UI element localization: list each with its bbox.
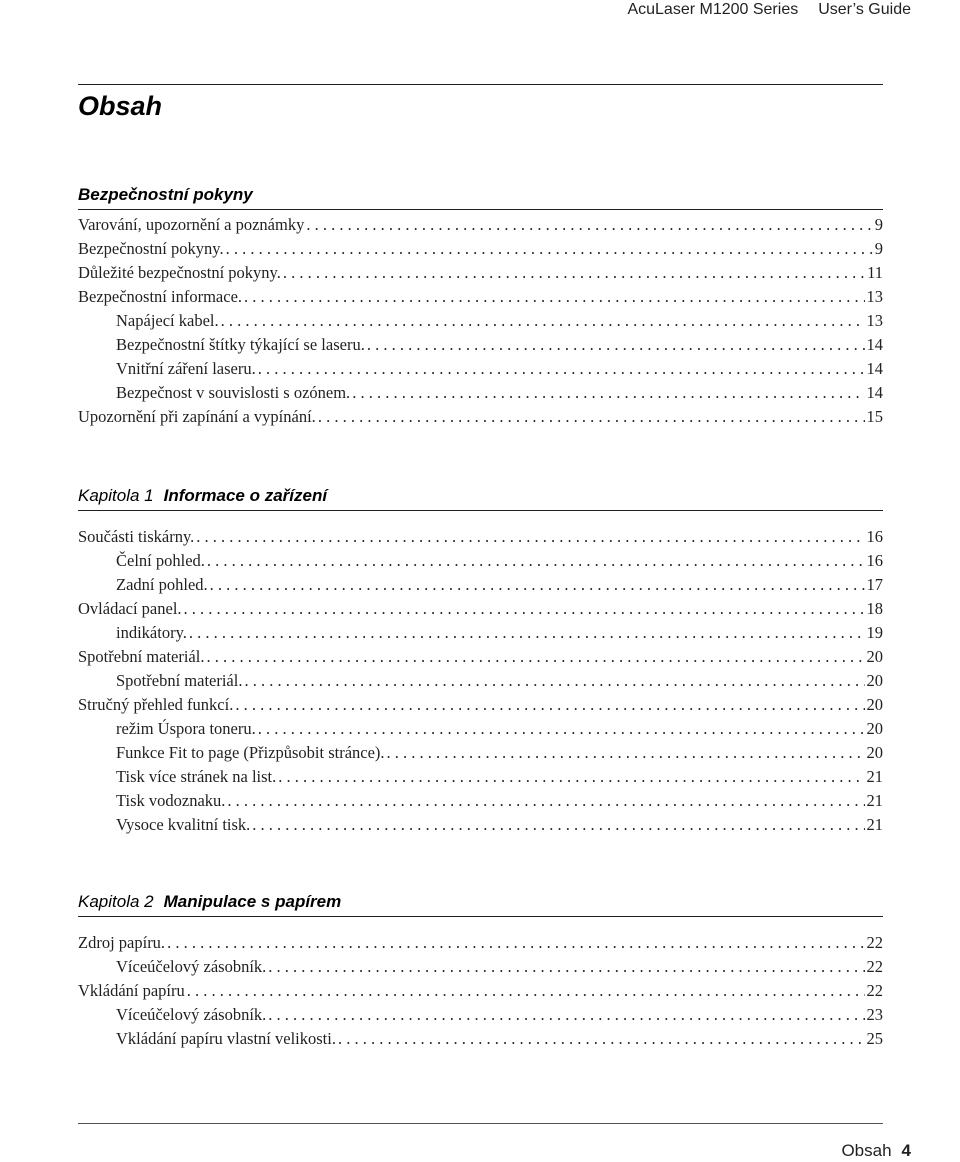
toc-entry-page: 21 <box>866 815 883 834</box>
toc-entry[interactable] <box>78 573 883 597</box>
toc-entry[interactable] <box>78 309 883 333</box>
dot-leader <box>226 237 873 261</box>
toc-entry[interactable] <box>78 789 883 813</box>
chapter-title: Informace o zařízení <box>163 486 328 505</box>
toc-entry[interactable] <box>78 979 883 1003</box>
toc-entry-label: Vkládání papíru <box>78 981 185 1000</box>
dot-leader <box>235 693 864 717</box>
toc-entry-label: Zdroj papíru. <box>78 933 166 952</box>
toc-entry[interactable] <box>78 285 883 309</box>
guide-name: User’s Guide <box>818 1 911 18</box>
dot-leader <box>207 549 865 573</box>
dot-leader <box>306 213 872 237</box>
toc-entry-page: 25 <box>866 1029 883 1048</box>
toc-entry-page: 16 <box>866 551 883 570</box>
toc-entry-page: 21 <box>866 791 883 810</box>
toc-entry[interactable] <box>78 693 883 717</box>
dot-leader <box>258 357 865 381</box>
dot-leader <box>221 309 865 333</box>
toc-entry[interactable] <box>78 333 883 357</box>
dot-leader <box>252 813 864 837</box>
toc-entry-label: Tisk vodoznaku. <box>116 791 226 810</box>
toc-entry[interactable] <box>78 765 883 789</box>
toc-entry[interactable] <box>78 669 883 693</box>
toc-entry[interactable] <box>78 621 883 645</box>
toc-entry-label: Bezpečnost v souvislosti s ozónem. <box>116 383 351 402</box>
toc-entry-label: Důležité bezpečnostní pokyny. <box>78 263 281 282</box>
running-header <box>627 0 911 20</box>
chapter-title: Manipulace s papírem <box>163 892 342 911</box>
toc-entry-label: Bezpečnostní pokyny. <box>78 239 224 258</box>
page-title: Obsah <box>78 91 163 121</box>
title-divider <box>78 84 883 85</box>
toc-entry[interactable] <box>78 213 883 237</box>
section-heading-chapter-2 <box>78 891 883 917</box>
toc-entry[interactable] <box>78 1003 883 1027</box>
toc-entry-page: 20 <box>866 671 883 690</box>
toc-entry[interactable] <box>78 717 883 741</box>
section-heading-safety <box>78 184 883 210</box>
toc-entry-page: 21 <box>866 767 883 786</box>
toc-entry-page: 9 <box>874 215 883 234</box>
toc-entry-page: 23 <box>866 1005 883 1024</box>
toc-entry-label: Funkce Fit to page (Přizpůsobit stránce). <box>116 743 385 762</box>
toc-entry-label: Upozornění při zapínání a vypínání. <box>78 407 316 426</box>
footer-section: Obsah <box>841 1141 892 1160</box>
toc-entry-label: indikátory. <box>116 623 187 642</box>
toc-entry-label: Víceúčelový zásobník. <box>116 957 267 976</box>
dot-leader <box>167 931 864 955</box>
toc-entry-label: Zadní pohled. <box>116 575 208 594</box>
toc-entry[interactable] <box>78 1027 883 1051</box>
toc-entry-label: Bezpečnostní štítky týkající se laseru. <box>116 335 365 354</box>
toc-entry[interactable] <box>78 645 883 669</box>
toc-entry-label: Vnitřní záření laseru. <box>116 359 256 378</box>
dot-leader <box>268 1003 864 1027</box>
dot-leader <box>206 645 864 669</box>
toc-entry-page: 11 <box>867 263 883 282</box>
dot-leader <box>387 741 865 765</box>
toc-entry-label: Ovládací panel. <box>78 599 182 618</box>
page-number: 4 <box>901 1141 911 1160</box>
toc-entry-page: 22 <box>866 981 883 1000</box>
dot-leader <box>244 669 864 693</box>
toc-entry[interactable] <box>78 405 883 429</box>
dot-leader <box>187 979 865 1003</box>
dot-leader <box>258 717 865 741</box>
toc-entry-page: 14 <box>866 383 883 402</box>
toc-entry-page: 20 <box>866 743 883 762</box>
toc-entry-label: Vkládání papíru vlastní velikosti. <box>116 1029 336 1048</box>
dot-leader <box>189 621 865 645</box>
toc-entry[interactable] <box>78 237 883 261</box>
chapter-number: Kapitola 1 <box>78 486 154 505</box>
product-name: AcuLaser M1200 Series <box>627 1 799 18</box>
dot-leader <box>196 525 864 549</box>
toc-entry-page: 14 <box>866 359 883 378</box>
running-footer <box>841 1140 911 1162</box>
toc-entry-label: Spotřební materiál. <box>116 671 243 690</box>
toc-list-safety <box>78 213 883 429</box>
chapter-number: Kapitola 2 <box>78 892 154 911</box>
toc-entry-label: Spotřební materiál. <box>78 647 205 666</box>
toc-entry[interactable] <box>78 525 883 549</box>
toc-entry-label: Čelní pohled. <box>116 551 205 570</box>
toc-entry-page: 14 <box>866 335 883 354</box>
section-heading-chapter-1 <box>78 485 883 511</box>
toc-entry-label: Vysoce kvalitní tisk. <box>116 815 251 834</box>
toc-entry-page: 16 <box>866 527 883 546</box>
dot-leader <box>283 261 865 285</box>
section-title: Bezpečnostní pokyny <box>78 185 253 204</box>
toc-list-chapter-1 <box>78 525 883 837</box>
dot-leader <box>278 765 864 789</box>
toc-entry-page: 22 <box>866 933 883 952</box>
toc-entry-page: 13 <box>866 311 883 330</box>
footer-divider <box>78 1123 883 1124</box>
toc-entry[interactable] <box>78 549 883 573</box>
toc-entry-label: Tisk více stránek na list. <box>116 767 277 786</box>
dot-leader <box>318 405 865 429</box>
toc-entry-page: 22 <box>866 957 883 976</box>
toc-entry-page: 17 <box>866 575 883 594</box>
toc-entry-label: režim Úspora toneru. <box>116 719 256 738</box>
toc-entry-label: Bezpečnostní informace. <box>78 287 243 306</box>
toc-entry[interactable] <box>78 597 883 621</box>
toc-entry-page: 20 <box>866 719 883 738</box>
toc-entry-page: 9 <box>874 239 883 258</box>
toc-entry-page: 20 <box>866 647 883 666</box>
toc-list-chapter-2 <box>78 931 883 1051</box>
dot-leader <box>244 285 864 309</box>
dot-leader <box>352 381 864 405</box>
toc-entry-page: 13 <box>866 287 883 306</box>
dot-leader <box>338 1027 865 1051</box>
toc-entry[interactable] <box>78 955 883 979</box>
toc-entry-page: 15 <box>866 407 883 426</box>
dot-leader <box>268 955 864 979</box>
dot-leader <box>227 789 864 813</box>
toc-entry-label: Varování, upozornění a poznámky <box>78 215 305 234</box>
toc-entry-label: Stručný přehled funkcí. <box>78 695 234 714</box>
toc-entry-label: Víceúčelový zásobník. <box>116 1005 267 1024</box>
toc-entry-label: Napájecí kabel. <box>116 311 219 330</box>
dot-leader <box>184 597 865 621</box>
toc-entry-page: 18 <box>866 599 883 618</box>
dot-leader <box>210 573 865 597</box>
toc-entry[interactable] <box>78 381 883 405</box>
toc-entry-page: 20 <box>866 695 883 714</box>
toc-entry[interactable] <box>78 357 883 381</box>
toc-entry[interactable] <box>78 741 883 765</box>
toc-entry[interactable] <box>78 261 883 285</box>
toc-entry-page: 19 <box>866 623 883 642</box>
dot-leader <box>367 333 865 357</box>
toc-entry-label: Součásti tiskárny. <box>78 527 195 546</box>
toc-entry[interactable] <box>78 813 883 837</box>
toc-entry[interactable] <box>78 931 883 955</box>
